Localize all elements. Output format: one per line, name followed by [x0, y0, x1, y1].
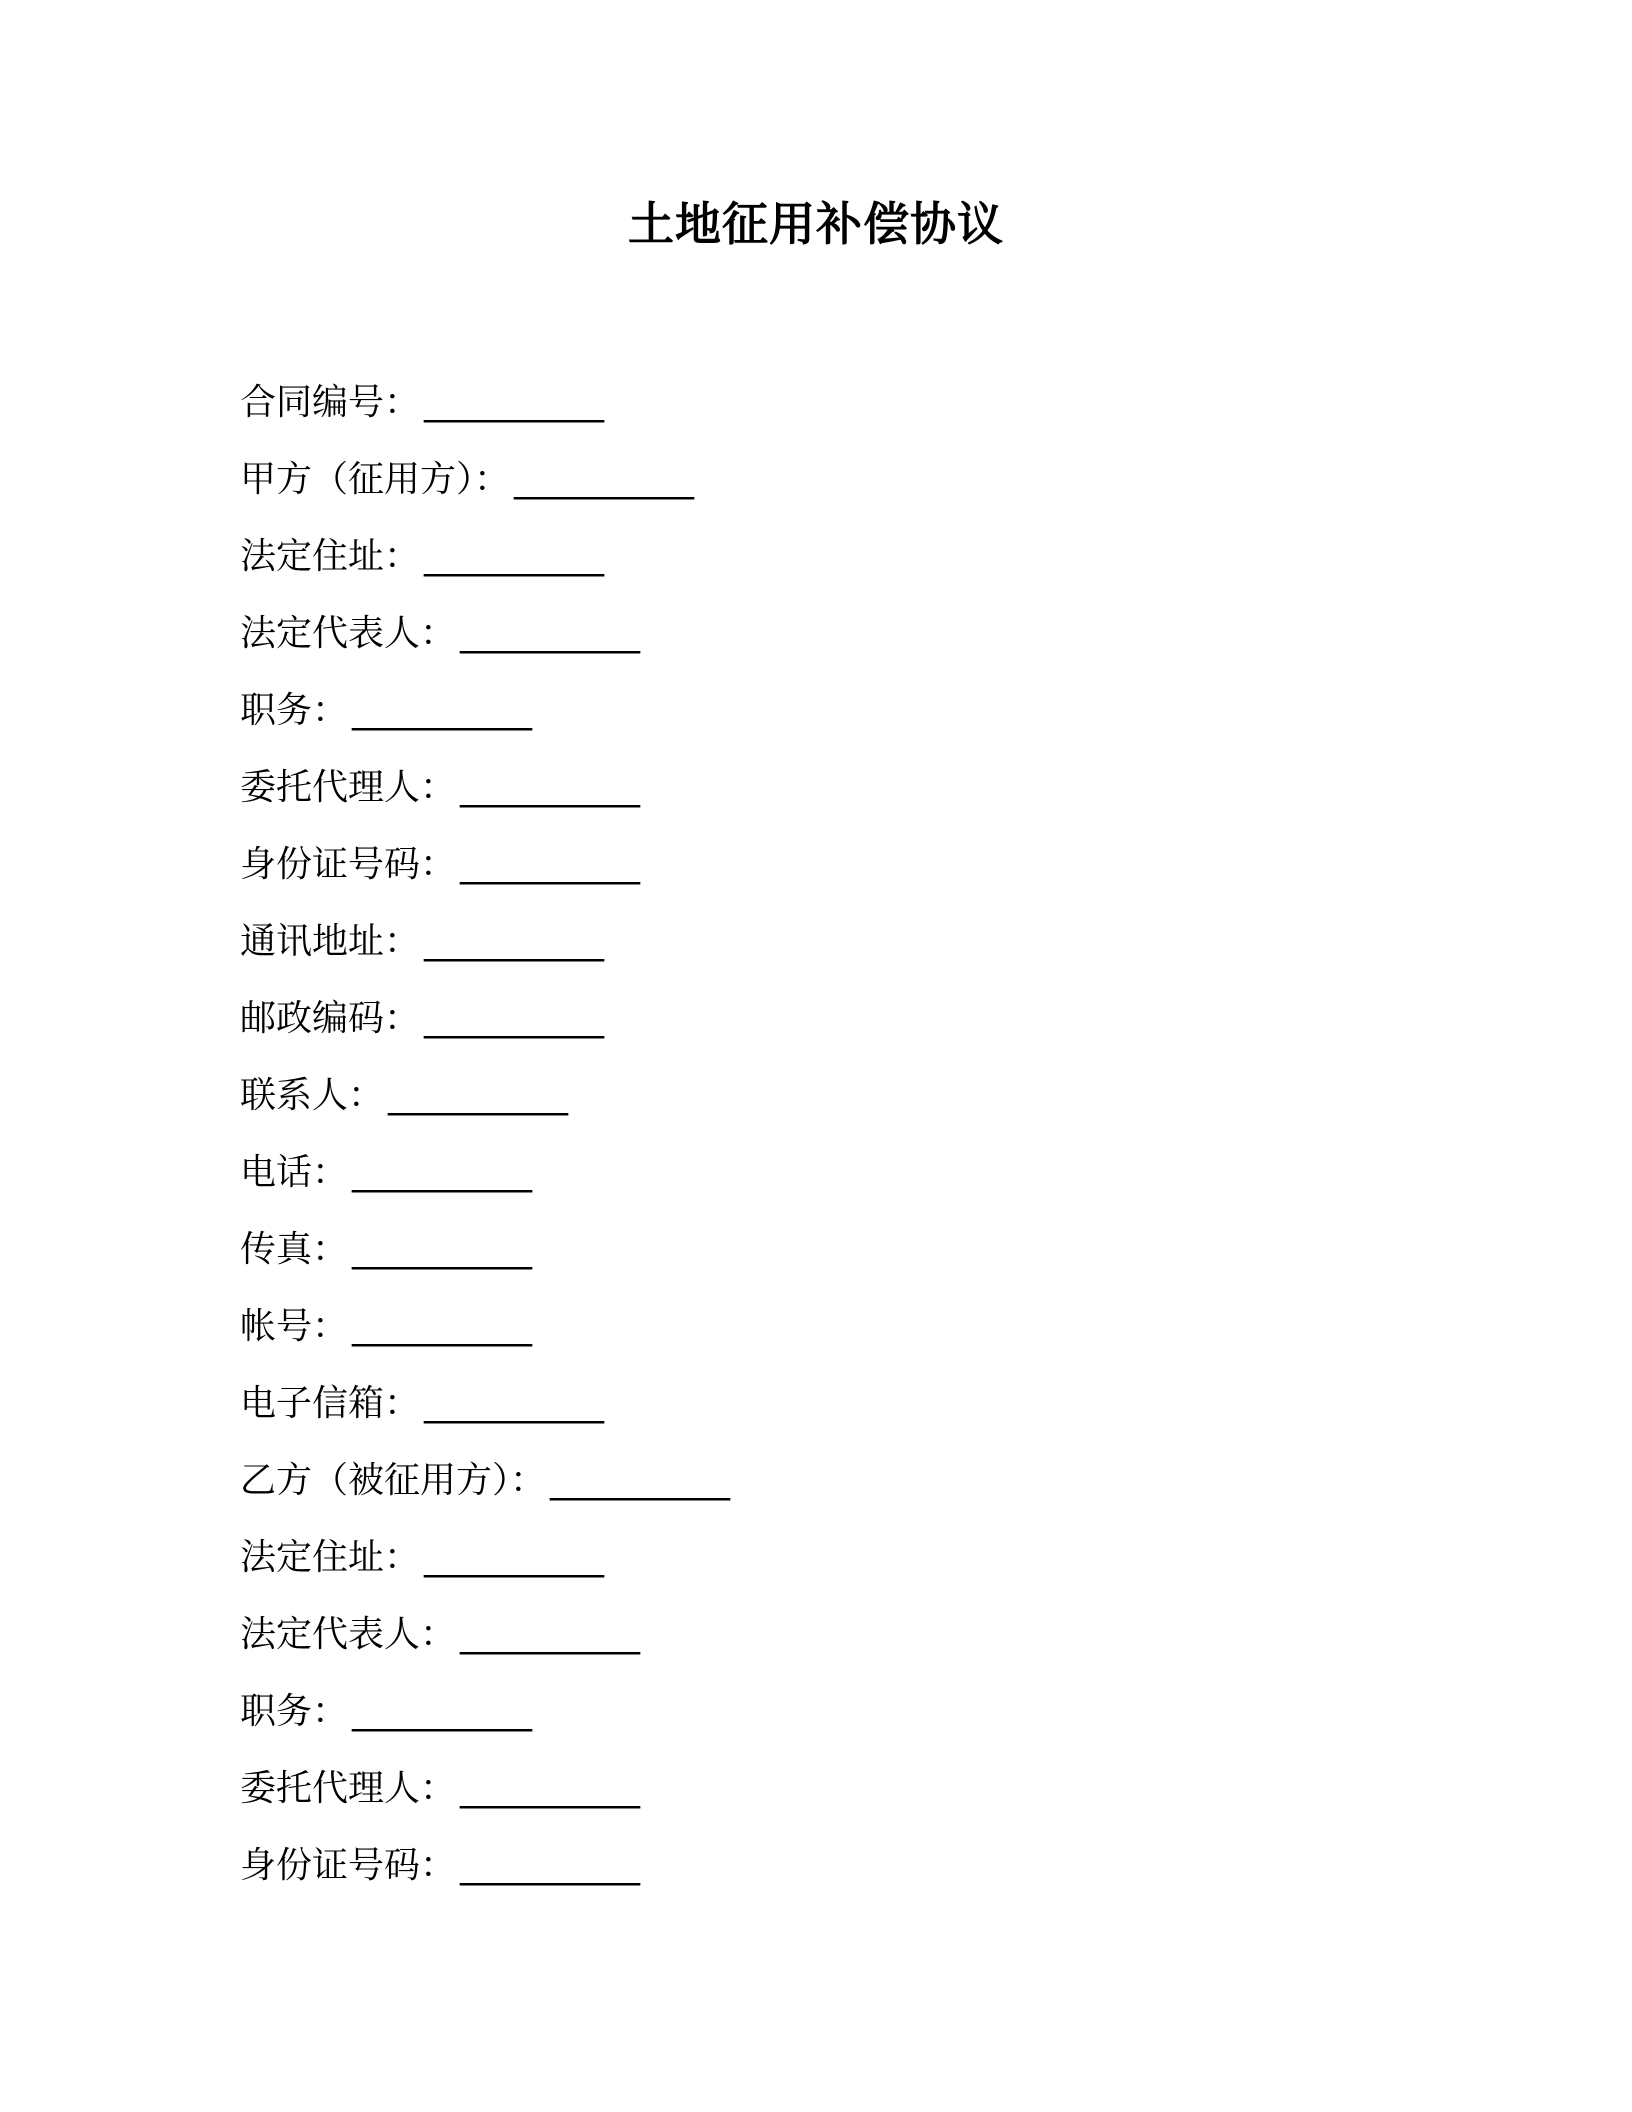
- field-row-id-number: [240, 826, 1440, 903]
- field-blank: __________: [352, 689, 533, 731]
- field-label: 电话：: [240, 1151, 349, 1193]
- field-row-postal-code: [240, 980, 1440, 1057]
- field-blank: __________: [352, 1305, 533, 1347]
- field-row-authorized-agent: [240, 1750, 1440, 1827]
- field-label: 通讯地址：: [240, 920, 421, 962]
- field-blank: __________: [352, 1690, 533, 1732]
- field-label: 邮政编码：: [240, 997, 421, 1039]
- field-row-mailing-address: [240, 903, 1440, 980]
- field-blank: __________: [514, 458, 695, 500]
- field-blank: __________: [424, 1382, 605, 1424]
- field-blank: __________: [460, 843, 641, 885]
- field-row-authorized-agent: [240, 749, 1440, 826]
- field-blank: __________: [424, 920, 605, 962]
- field-label: 法定住址：: [240, 1536, 421, 1578]
- field-row-position: [240, 1673, 1440, 1750]
- field-row-legal-address: [240, 1519, 1440, 1596]
- field-label: 甲方（征用方）：: [240, 458, 511, 500]
- field-blank: __________: [424, 535, 605, 577]
- document-title: 土地征用补偿协议: [628, 197, 1004, 251]
- field-row-legal-representative: [240, 595, 1440, 672]
- field-row-legal-representative: [240, 1596, 1440, 1673]
- field-blank: __________: [460, 1767, 641, 1809]
- field-row-contract-number: [240, 364, 1440, 441]
- field-label: 职务：: [240, 1690, 349, 1732]
- field-label: 联系人：: [240, 1074, 385, 1116]
- field-label: 法定住址：: [240, 535, 421, 577]
- field-blank: __________: [424, 381, 605, 423]
- field-blank: __________: [460, 1844, 641, 1886]
- field-row-party-b: [240, 1442, 1440, 1519]
- field-blank: __________: [424, 997, 605, 1039]
- field-label: 电子信箱：: [240, 1382, 421, 1424]
- field-label: 合同编号：: [240, 381, 421, 423]
- field-blank: __________: [460, 612, 641, 654]
- field-label: 帐号：: [240, 1305, 349, 1347]
- field-blank: __________: [388, 1074, 569, 1116]
- field-blank: __________: [550, 1459, 731, 1501]
- field-blank: __________: [352, 1151, 533, 1193]
- field-label: 委托代理人：: [240, 1767, 457, 1809]
- field-row-fax: [240, 1211, 1440, 1288]
- field-list: [240, 364, 1440, 1904]
- field-row-position: [240, 672, 1440, 749]
- field-row-email: [240, 1365, 1440, 1442]
- field-label: 身份证号码：: [240, 843, 457, 885]
- field-label: 职务：: [240, 689, 349, 731]
- field-label: 法定代表人：: [240, 612, 457, 654]
- field-label: 传真：: [240, 1228, 349, 1270]
- field-row-id-number: [240, 1827, 1440, 1904]
- field-label: 身份证号码：: [240, 1844, 457, 1886]
- field-label: 法定代表人：: [240, 1613, 457, 1655]
- field-row-contact-person: [240, 1057, 1440, 1134]
- field-row-account: [240, 1288, 1440, 1365]
- field-row-legal-address: [240, 518, 1440, 595]
- field-row-telephone: [240, 1134, 1440, 1211]
- field-label: 乙方（被征用方）：: [240, 1459, 547, 1501]
- field-row-party-a: [240, 441, 1440, 518]
- field-blank: __________: [352, 1228, 533, 1270]
- field-blank: __________: [424, 1536, 605, 1578]
- field-blank: __________: [460, 1613, 641, 1655]
- field-label: 委托代理人：: [240, 766, 457, 808]
- field-blank: __________: [460, 766, 641, 808]
